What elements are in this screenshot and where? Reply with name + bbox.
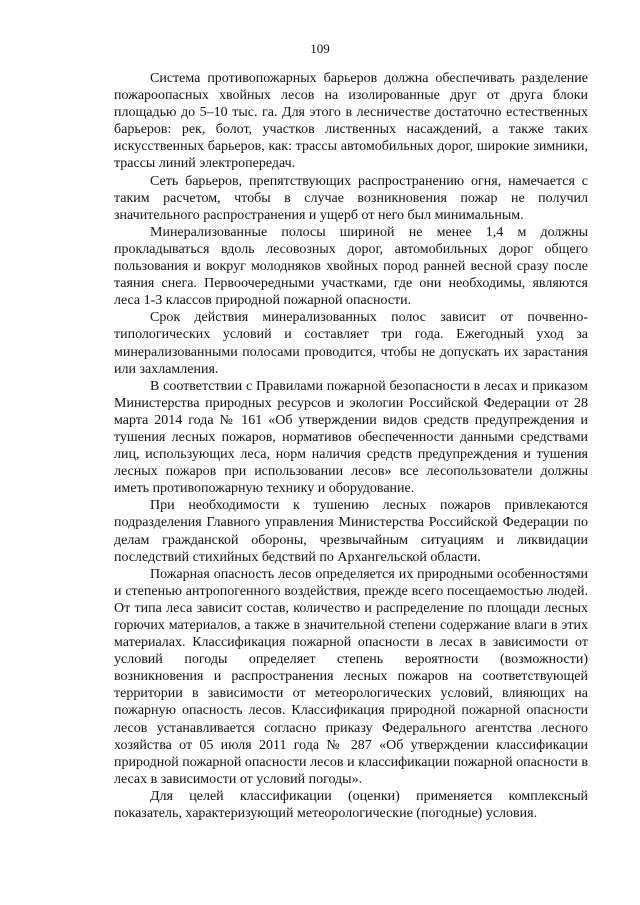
page-number: 109 xyxy=(310,41,330,56)
paragraph-fire-safety-rules: В соответствии с Правилами пожарной безопасности в лесах и приказом Министерства природных ресурсов и экологии Российской Федерации от 28 марта 2014 года № 161 «Об утверждении видов средств предупреждения и тушения лесных пожаров, нормативов обеспеченности данными средствами лиц, использующих леса, норм наличия средств предупреждения и тушения лесных пожаров при использовании лесов» все лесопользователи должны иметь противопожарную технику и оборудование. xyxy=(114,378,588,497)
paragraph-fire-barriers: Система противопожарных барьеров должна обеспечивать разделение пожароопасных хвойных лесов на изолированные друг от друга блоки площадью до 5–10 тыс. га. Для этого в лесничестве достаточно естественных барьеров: рек, болот, участков лиственных насаждений, а также таких искусственных барьеров, как: трассы автомобильных дорог, широкие зимники, трассы линий электропередач. xyxy=(114,71,588,172)
paragraph-mineralized-strips: Минерализованные полосы шириной не менее 1,4 м должны прокладываться вдоль лесовозных дорог, автомобильных дорог общего пользования и вокруг молодняков хвойных пород ранней весной сразу после таяния снега. Первоочередными участками, где они необходимы, являются леса 1-3 классов природной пожарной опасности. xyxy=(114,224,588,309)
paragraph-strip-duration: Срок действия минерализованных полос зависит от почвенно-типологических условий и составляет три года. Ежегодный уход за минерализованными полосами проводится, чтобы не допускать их зарастания или захламления. xyxy=(114,310,588,377)
paragraph-emergency-services: При необходимости к тушению лесных пожаров привлекаются подразделения Главного управления Министерства Российской Федерации по делам гражданской обороны, чрезвычайным ситуациям и ликвидации последствий стихийных бедствий по Архангельской области. xyxy=(114,498,588,565)
paragraph-classification: Для целей классификации (оценки) применяется комплексный показатель, характеризующий метеорологические (погодные) условия. xyxy=(114,788,588,822)
paragraph-barrier-network: Сеть барьеров, препятствующих распространению огня, намечается с таким расчетом, чтобы в случае возникновения пожар не получил значительного распространения и ущерб от него был минимальным. xyxy=(114,173,588,223)
paragraph-fire-danger: Пожарная опасность лесов определяется их природными особенностями и степенью антропогенного воздействия, прежде всего посещаемостью людей. От типа леса зависит состав, количество и распределение по площади лесных горючих материалов, а также в значительной степени содержание влаги в этих материалах. Классификация пожарной опасности в лесах в зависимости от условий погоды определяет степень вероятности (возможности) возникновения и распространения лесных пожаров на соответствующей территории в зависимости от метеорологических условий, влияющих на пожарную опасность лесов. Классификация природной пожарной опасности лесов устанавливается согласно приказу Федерального агентства лесного хозяйства от 05 июля 2011 года № 287 «Об утверждении классификации природной пожарной опасности лесов и классификации пожарной опасности в лесах в зависимости от условий погоды». xyxy=(114,566,588,787)
document-body xyxy=(114,70,588,822)
